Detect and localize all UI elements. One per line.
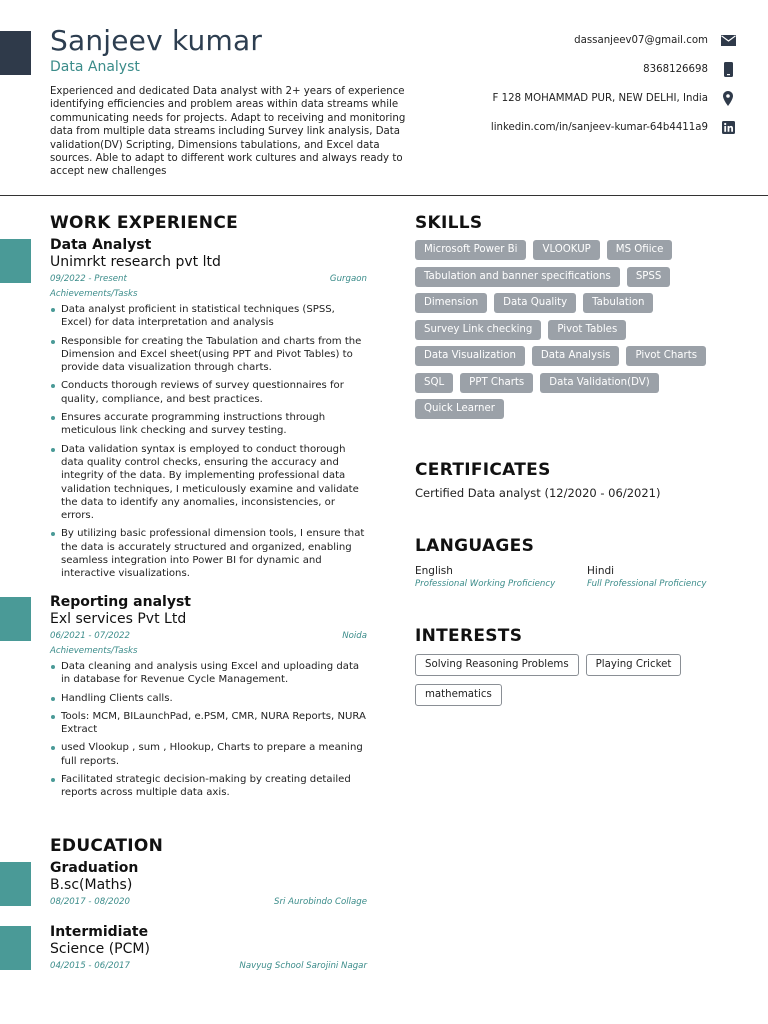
education-entry-accent-bar bbox=[0, 926, 31, 970]
contact-email[interactable] bbox=[396, 26, 736, 55]
task-item: By utilizing basic professional dimension tools, I ensure that the data is accurately structured and organized, enabling seamless integration into Power BI for dynamic and interactive visualizations. bbox=[50, 527, 367, 580]
skill-tag: Pivot Charts bbox=[626, 346, 706, 366]
education-degree: B.sc(Maths) bbox=[50, 877, 133, 893]
skill-tag: Tabulation and banner specifications bbox=[415, 267, 620, 287]
job-meta bbox=[50, 274, 367, 285]
contact-address-text: F 128 MOHAMMAD PUR, NEW DELHI, India bbox=[492, 93, 708, 104]
company-name: Exl services Pvt Ltd bbox=[50, 611, 187, 627]
work-entry bbox=[50, 237, 367, 586]
company-name: Unimrkt research pvt ltd bbox=[50, 254, 221, 270]
contact-linkedin[interactable] bbox=[396, 113, 736, 142]
language-level: Professional Working Proficiency bbox=[415, 579, 556, 589]
contact-phone-text: 8368126698 bbox=[643, 64, 708, 75]
education-dates: 04/2015 - 06/2017 bbox=[50, 961, 130, 971]
interest-tag: Playing Cricket bbox=[586, 654, 682, 676]
skill-tag: Data Analysis bbox=[532, 346, 620, 366]
education-dates: 08/2017 - 08/2020 bbox=[50, 897, 130, 907]
task-item: Handling Clients calls. bbox=[50, 692, 367, 705]
skill-tag: SPSS bbox=[627, 267, 671, 287]
phone-icon bbox=[720, 62, 736, 77]
skill-tag: Survey Link checking bbox=[415, 320, 541, 340]
education-title: Graduation bbox=[50, 860, 139, 876]
interest-tag: mathematics bbox=[415, 684, 502, 706]
job-dates: 09/2022 - Present bbox=[50, 274, 127, 284]
language-item bbox=[587, 565, 706, 590]
tasks-label: Achievements/Tasks bbox=[50, 646, 138, 656]
task-item: used Vlookup , sum , Hlookup, Charts to prepare a meaning full reports. bbox=[50, 741, 367, 768]
header-accent-bar bbox=[0, 31, 31, 75]
task-item: Data analyst proficient in statistical techniques (SPSS, Excel) for data interpretation and analysis bbox=[50, 303, 367, 330]
skill-tag: Microsoft Power Bi bbox=[415, 240, 526, 260]
certificates-heading: CERTIFICATES bbox=[415, 460, 551, 480]
job-location: Gurgaon bbox=[329, 274, 367, 284]
job-meta bbox=[50, 631, 367, 642]
skill-tag: SQL bbox=[415, 373, 453, 393]
skill-tag: Tabulation bbox=[583, 293, 653, 313]
task-item: Data validation syntax is employed to conduct thorough data quality control checks, ensuring the accuracy and integrity of the data. By implementing professional data validation techniques, I meticulously examine and validate the data to identify any anomalies, inconsistencies, or errors. bbox=[50, 443, 367, 523]
interests-list bbox=[415, 654, 745, 714]
education-meta bbox=[50, 897, 367, 908]
email-icon bbox=[720, 35, 736, 46]
language-level: Full Professional Proficiency bbox=[587, 579, 707, 589]
education-entry bbox=[50, 860, 367, 908]
task-item: Tools: MCM, BILaunchPad, e.PSM, CMR, NURA Reports, NURA Extract bbox=[50, 710, 367, 737]
skill-tag: Data Visualization bbox=[415, 346, 525, 366]
task-item: Data cleaning and analysis using Excel and uploading data in database for Revenue Cycle Management. bbox=[50, 660, 367, 687]
profile-summary: Experienced and dedicated Data analyst with 2+ years of experience identifying efficiencies and problem areas within data streams while communicating needs for projects. Adapt to receiving and monitoring data from multiple data streams including Survey link analysis, Data validation(DV) Scripting, Dimensions tabulations, and Excel data sources. Able to adapt to different work cultures and always ready to accept new challenges bbox=[50, 86, 406, 178]
task-item: Conducts thorough reviews of survey questionnaires for quality, compliance, and best practices. bbox=[50, 379, 367, 406]
education-school: Navyug School Sarojini Nagar bbox=[239, 961, 367, 971]
education-entry-accent-bar bbox=[0, 862, 31, 906]
task-item: Ensures accurate programming instructions through meticulous link checking and survey testing. bbox=[50, 411, 367, 438]
education-title: Intermidiate bbox=[50, 924, 149, 940]
skill-tag: PPT Charts bbox=[460, 373, 533, 393]
contact-address bbox=[396, 84, 736, 113]
task-item: Facilitated strategic decision-making by creating detailed reports across multiple data axis. bbox=[50, 773, 367, 800]
contact-list bbox=[396, 26, 736, 142]
candidate-role: Data Analyst bbox=[50, 59, 140, 75]
skill-tag: Pivot Tables bbox=[548, 320, 626, 340]
skill-tag: Data Quality bbox=[494, 293, 576, 313]
skill-tag: Quick Learner bbox=[415, 399, 504, 419]
contact-linkedin-text: linkedin.com/in/sanjeev-kumar-64b4411a9 bbox=[490, 122, 708, 133]
linkedin-icon bbox=[720, 121, 736, 134]
work-entry-accent-bar bbox=[0, 239, 31, 283]
skills-list bbox=[415, 240, 745, 426]
language-item bbox=[415, 565, 555, 590]
job-location: Noida bbox=[342, 631, 367, 641]
certificate-item: Certified Data analyst (12/2020 - 06/2021) bbox=[415, 486, 661, 500]
header-divider bbox=[0, 195, 768, 196]
work-entry-accent-bar bbox=[0, 597, 31, 641]
language-name: English bbox=[415, 565, 453, 577]
education-meta bbox=[50, 961, 367, 972]
education-heading: EDUCATION bbox=[50, 836, 164, 856]
job-title: Reporting analyst bbox=[50, 594, 191, 610]
task-item: Responsible for creating the Tabulation and charts from the Dimension and Excel sheet(using PPT and Pivot Tables) to provide data visualization through charts. bbox=[50, 335, 367, 375]
work-entry bbox=[50, 594, 367, 805]
skills-heading: SKILLS bbox=[415, 213, 483, 233]
education-school: Sri Aurobindo Collage bbox=[274, 897, 367, 907]
education-degree: Science (PCM) bbox=[50, 941, 150, 957]
interests-heading: INTERESTS bbox=[415, 626, 523, 646]
contact-phone[interactable] bbox=[396, 55, 736, 84]
tasks-label: Achievements/Tasks bbox=[50, 289, 138, 299]
skill-tag: VLOOKUP bbox=[533, 240, 599, 260]
education-entry bbox=[50, 924, 367, 972]
contact-email-text: dassanjeev07@gmail.com bbox=[574, 35, 708, 46]
job-title: Data Analyst bbox=[50, 237, 152, 253]
languages-heading: LANGUAGES bbox=[415, 536, 535, 556]
interest-tag: Solving Reasoning Problems bbox=[415, 654, 579, 676]
language-name: Hindi bbox=[587, 565, 615, 577]
location-pin-icon bbox=[720, 91, 736, 106]
candidate-name: Sanjeev kumar bbox=[50, 24, 263, 57]
work-experience-heading: WORK EXPERIENCE bbox=[50, 213, 239, 233]
task-list bbox=[50, 660, 367, 800]
skill-tag: Dimension bbox=[415, 293, 487, 313]
task-list bbox=[50, 303, 367, 581]
job-dates: 06/2021 - 07/2022 bbox=[50, 631, 130, 641]
skill-tag: MS Ofiice bbox=[607, 240, 673, 260]
skill-tag: Data Validation(DV) bbox=[540, 373, 658, 393]
